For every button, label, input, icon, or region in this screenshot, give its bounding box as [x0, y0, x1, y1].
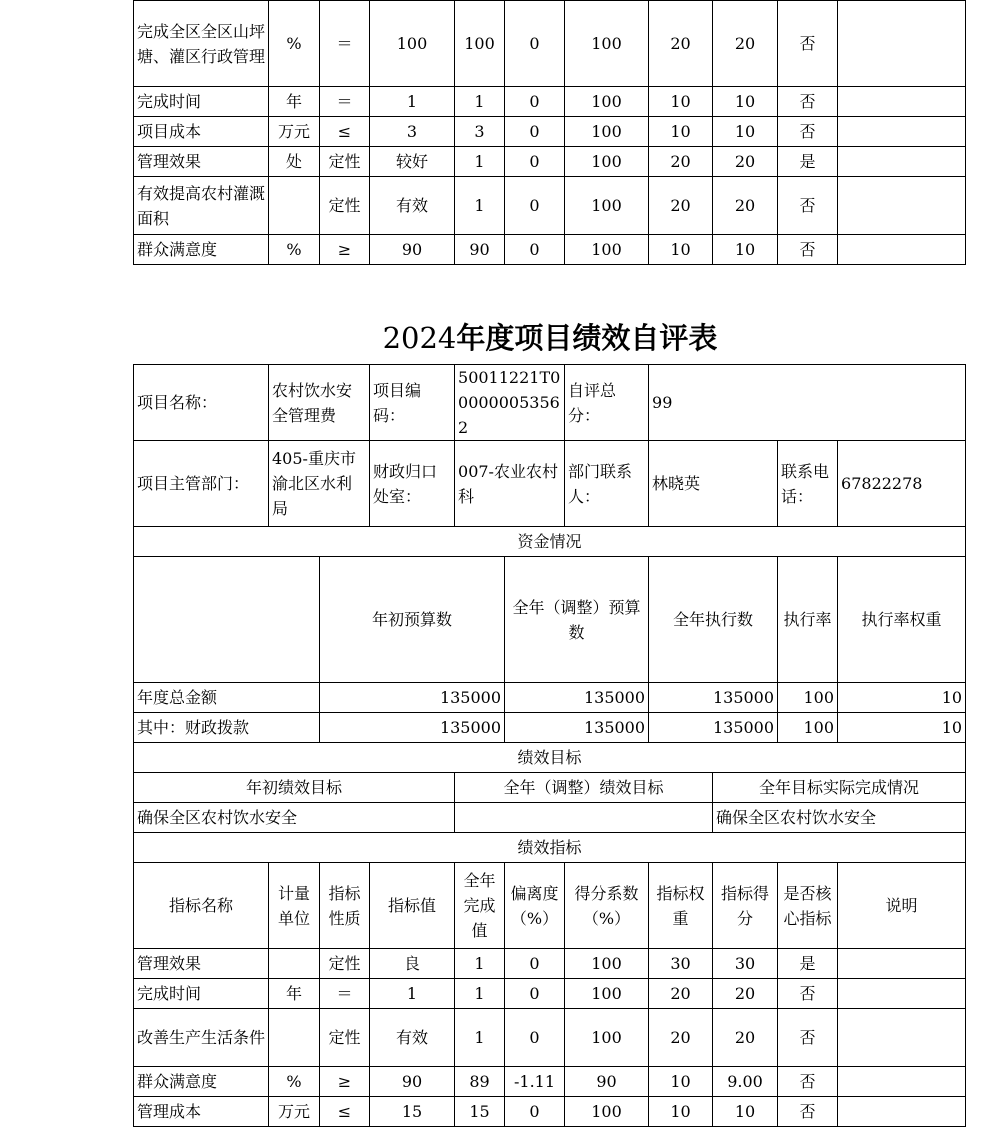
- coef-cell: 100: [565, 235, 649, 265]
- nature-cell: ≤: [320, 1097, 370, 1127]
- unit-cell: 年: [269, 87, 320, 117]
- weight-cell: 20: [649, 147, 713, 177]
- evaluation-table: [133, 364, 966, 1127]
- funds-row-label: 其中：财政拨款: [134, 713, 320, 743]
- weight-cell: 20: [649, 979, 713, 1009]
- indicator-name: 管理效果: [134, 949, 269, 979]
- coef-cell: 100: [565, 1009, 649, 1067]
- note-header: 说明: [838, 863, 966, 949]
- funds-row-label: 年度总金额: [134, 683, 320, 713]
- indicators-header-row: [134, 863, 966, 949]
- initial-budget: 135000: [320, 713, 505, 743]
- table-row: [134, 683, 966, 713]
- deviation-cell: 0: [505, 147, 565, 177]
- score-cell: 20: [713, 1, 778, 87]
- actual-goal-header: 全年目标实际完成情况: [713, 773, 966, 803]
- core-header: 是否核心指标: [778, 863, 838, 949]
- adjusted-budget: 135000: [505, 713, 649, 743]
- weight-cell: 10: [649, 1097, 713, 1127]
- info-row-2: [134, 441, 966, 527]
- deviation-cell: 0: [505, 177, 565, 235]
- weight-header: 指标权重: [649, 863, 713, 949]
- nature-cell: 定性: [320, 147, 370, 177]
- goals-section-header: [134, 743, 966, 773]
- coef-header: 得分系数（%）: [565, 863, 649, 949]
- nature-header: 指标性质: [320, 863, 370, 949]
- deviation-header: 偏离度（%）: [505, 863, 565, 949]
- funds-blank-header: [134, 557, 320, 683]
- indicators-section-title: 绩效指标: [134, 833, 966, 863]
- note-cell: [838, 87, 966, 117]
- goals-row: [134, 803, 966, 833]
- weight-cell: 20: [649, 1009, 713, 1067]
- indicator-name: 管理效果: [134, 147, 269, 177]
- note-cell: [838, 147, 966, 177]
- phone-label: 联系电话：: [778, 441, 838, 527]
- target-cell: 有效: [370, 177, 455, 235]
- initial-budget-header: 年初预算数: [320, 557, 505, 683]
- indicator-name: 管理成本: [134, 1097, 269, 1127]
- note-cell: [838, 979, 966, 1009]
- nature-cell: ≥: [320, 235, 370, 265]
- weight-cell: 10: [649, 1067, 713, 1097]
- project-code-label: 项目编码：: [370, 365, 455, 441]
- weight-cell: 10: [649, 117, 713, 147]
- coef-cell: 100: [565, 1, 649, 87]
- coef-cell: 90: [565, 1067, 649, 1097]
- finance-label: 财政归口处室：: [370, 441, 455, 527]
- exec-rate: 100: [778, 713, 838, 743]
- done-cell: 1: [455, 979, 505, 1009]
- deviation-cell: 0: [505, 117, 565, 147]
- initial-goal: 确保全区农村饮水安全: [134, 803, 455, 833]
- indicators-section-header: [134, 833, 966, 863]
- done-cell: 15: [455, 1097, 505, 1127]
- indicator-name: 群众满意度: [134, 235, 269, 265]
- score-cell: 20: [713, 1009, 778, 1067]
- core-cell: 是: [778, 949, 838, 979]
- score-cell: 10: [713, 87, 778, 117]
- table-row: [134, 1067, 966, 1097]
- nature-cell: 定性: [320, 949, 370, 979]
- goals-header-row: [134, 773, 966, 803]
- rate-weight: 10: [838, 713, 966, 743]
- coef-cell: 100: [565, 979, 649, 1009]
- done-cell: 3: [455, 117, 505, 147]
- core-cell: 否: [778, 1067, 838, 1097]
- target-cell: 良: [370, 949, 455, 979]
- target-cell: 1: [370, 87, 455, 117]
- target-cell: 100: [370, 1, 455, 87]
- nature-cell: ＝: [320, 1, 370, 87]
- unit-cell: 年: [269, 979, 320, 1009]
- core-cell: 否: [778, 177, 838, 235]
- deviation-cell: 0: [505, 979, 565, 1009]
- table-row: [134, 147, 966, 177]
- funds-section-header: [134, 527, 966, 557]
- executed-amount: 135000: [649, 683, 778, 713]
- finance-office: 007-农业农村科: [455, 441, 565, 527]
- done-cell: 90: [455, 235, 505, 265]
- target-cell: 较好: [370, 147, 455, 177]
- nature-cell: ≥: [320, 1067, 370, 1097]
- done-cell: 1: [455, 1009, 505, 1067]
- indicator-name: 完成时间: [134, 87, 269, 117]
- phone: 67822278: [838, 441, 966, 527]
- project-code: 50011221T000000053562: [455, 365, 565, 441]
- self-score: 99: [649, 365, 966, 441]
- target-cell: 有效: [370, 1009, 455, 1067]
- indicator-name: 完成全区全区山坪塘、灌区行政管理: [134, 1, 269, 87]
- title-text: 年度项目绩效自评表: [456, 321, 718, 355]
- unit-cell: [269, 949, 320, 979]
- done-cell: 1: [455, 87, 505, 117]
- table-row: [134, 235, 966, 265]
- weight-cell: 10: [649, 87, 713, 117]
- name-header: 指标名称: [134, 863, 269, 949]
- note-cell: [838, 1097, 966, 1127]
- initial-goal-header: 年初绩效目标: [134, 773, 455, 803]
- top-indicators-table: [133, 0, 966, 265]
- unit-cell: %: [269, 1, 320, 87]
- target-cell: 90: [370, 235, 455, 265]
- table-row: [134, 949, 966, 979]
- core-cell: 是: [778, 147, 838, 177]
- project-name-label: 项目名称：: [134, 365, 269, 441]
- table-row: [134, 713, 966, 743]
- table-row: [134, 1009, 966, 1067]
- indicator-name: 项目成本: [134, 117, 269, 147]
- nature-cell: ＝: [320, 979, 370, 1009]
- indicator-name: 改善生产生活条件: [134, 1009, 269, 1067]
- nature-cell: 定性: [320, 1009, 370, 1067]
- score-header: 指标得分: [713, 863, 778, 949]
- project-name: 农村饮水安全管理费: [269, 365, 370, 441]
- deviation-cell: 0: [505, 1, 565, 87]
- goals-section-title: 绩效目标: [134, 743, 966, 773]
- rate-weight: 10: [838, 683, 966, 713]
- core-cell: 否: [778, 1009, 838, 1067]
- info-row-1: [134, 365, 966, 441]
- weight-cell: 30: [649, 949, 713, 979]
- executed-header: 全年执行数: [649, 557, 778, 683]
- deviation-cell: 0: [505, 1009, 565, 1067]
- unit-cell: 万元: [269, 117, 320, 147]
- adjusted-goal-header: 全年（调整）绩效目标: [455, 773, 713, 803]
- score-cell: 20: [713, 147, 778, 177]
- weight-cell: 20: [649, 177, 713, 235]
- core-cell: 否: [778, 117, 838, 147]
- unit-cell: [269, 1009, 320, 1067]
- score-cell: 20: [713, 177, 778, 235]
- unit-header: 计量单位: [269, 863, 320, 949]
- score-cell: 10: [713, 235, 778, 265]
- table-row: [134, 1, 966, 87]
- adjusted-budget-header: 全年（调整）预算数: [505, 557, 649, 683]
- unit-cell: [269, 177, 320, 235]
- coef-cell: 100: [565, 177, 649, 235]
- weight-cell: 10: [649, 235, 713, 265]
- score-cell: 30: [713, 949, 778, 979]
- coef-cell: 100: [565, 1097, 649, 1127]
- target-cell: 15: [370, 1097, 455, 1127]
- deviation-cell: 0: [505, 87, 565, 117]
- core-cell: 否: [778, 87, 838, 117]
- core-cell: 否: [778, 1097, 838, 1127]
- indicator-name: 群众满意度: [134, 1067, 269, 1097]
- table-row: [134, 1097, 966, 1127]
- score-cell: 9.00: [713, 1067, 778, 1097]
- self-score-label: 自评总分：: [565, 365, 649, 441]
- score-cell: 10: [713, 117, 778, 147]
- coef-cell: 100: [565, 147, 649, 177]
- coef-cell: 100: [565, 87, 649, 117]
- unit-cell: 万元: [269, 1097, 320, 1127]
- nature-cell: ≤: [320, 117, 370, 147]
- exec-rate: 100: [778, 683, 838, 713]
- unit-cell: %: [269, 1067, 320, 1097]
- indicator-name: 完成时间: [134, 979, 269, 1009]
- note-cell: [838, 1067, 966, 1097]
- funds-header-row: [134, 557, 966, 683]
- done-cell: 1: [455, 177, 505, 235]
- deviation-cell: 0: [505, 1097, 565, 1127]
- dept-label: 项目主管部门：: [134, 441, 269, 527]
- weight-cell: 20: [649, 1, 713, 87]
- actual-goal: 确保全区农村饮水安全: [713, 803, 966, 833]
- table-row: [134, 87, 966, 117]
- adjusted-budget: 135000: [505, 683, 649, 713]
- contact-label: 部门联系人：: [565, 441, 649, 527]
- note-cell: [838, 1009, 966, 1067]
- score-cell: 20: [713, 979, 778, 1009]
- target-cell: 1: [370, 979, 455, 1009]
- done-cell: 89: [455, 1067, 505, 1097]
- done-cell: 1: [455, 949, 505, 979]
- done-header: 全年完成值: [455, 863, 505, 949]
- score-cell: 10: [713, 1097, 778, 1127]
- unit-cell: 处: [269, 147, 320, 177]
- deviation-cell: 0: [505, 235, 565, 265]
- page-title: [0, 318, 1000, 358]
- executed-amount: 135000: [649, 713, 778, 743]
- nature-cell: ＝: [320, 87, 370, 117]
- funds-section-title: 资金情况: [134, 527, 966, 557]
- rate-header: 执行率: [778, 557, 838, 683]
- target-cell: 3: [370, 117, 455, 147]
- target-cell: 90: [370, 1067, 455, 1097]
- coef-cell: 100: [565, 117, 649, 147]
- core-cell: 否: [778, 1, 838, 87]
- table-row: [134, 177, 966, 235]
- note-cell: [838, 117, 966, 147]
- indicator-name: 有效提高农村灌溉面积: [134, 177, 269, 235]
- note-cell: [838, 177, 966, 235]
- unit-cell: %: [269, 235, 320, 265]
- done-cell: 100: [455, 1, 505, 87]
- adjusted-goal: [455, 803, 713, 833]
- title-year: 2024: [382, 321, 457, 355]
- core-cell: 否: [778, 235, 838, 265]
- initial-budget: 135000: [320, 683, 505, 713]
- coef-cell: 100: [565, 949, 649, 979]
- done-cell: 1: [455, 147, 505, 177]
- dept: 405-重庆市渝北区水利局: [269, 441, 370, 527]
- note-cell: [838, 1, 966, 87]
- table-row: [134, 117, 966, 147]
- table-row: [134, 979, 966, 1009]
- nature-cell: 定性: [320, 177, 370, 235]
- deviation-cell: -1.11: [505, 1067, 565, 1097]
- note-cell: [838, 235, 966, 265]
- deviation-cell: 0: [505, 949, 565, 979]
- note-cell: [838, 949, 966, 979]
- core-cell: 否: [778, 979, 838, 1009]
- rate-weight-header: 执行率权重: [838, 557, 966, 683]
- contact: 林晓英: [649, 441, 778, 527]
- target-header: 指标值: [370, 863, 455, 949]
